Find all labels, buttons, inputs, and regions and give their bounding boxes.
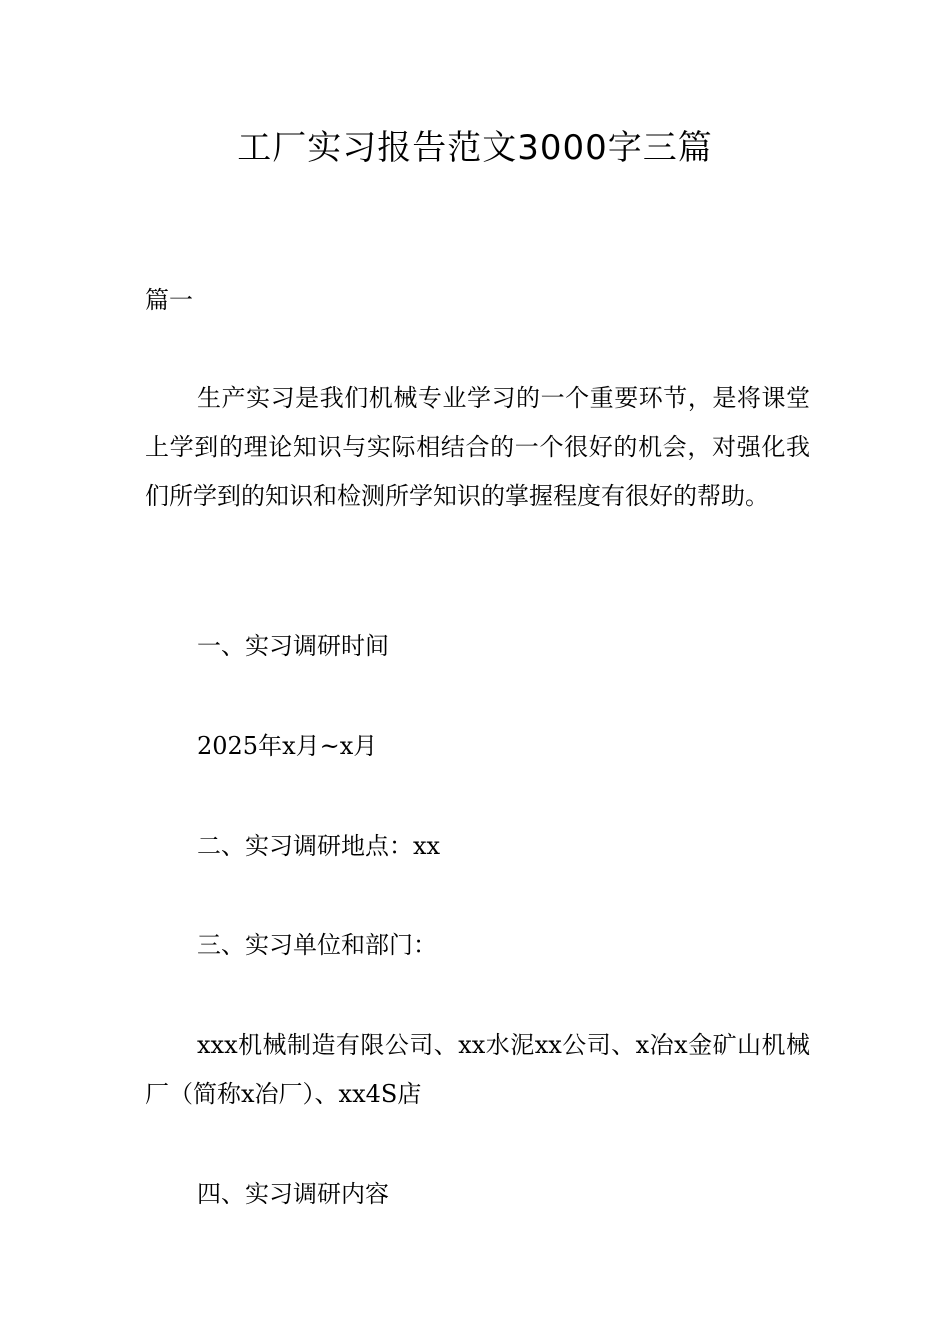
document-title: 工厂实习报告范文3000字三篇 — [237, 128, 713, 168]
units-paragraph: xxx机械制造有限公司、xx水泥xx公司、x冶x金矿山机械厂（简称x冶厂）、xx4S店 — [145, 1031, 810, 1108]
heading-internship-location: 二、实习调研地点：xx — [197, 832, 441, 860]
heading-internship-content: 四、实习调研内容 — [197, 1180, 389, 1208]
section-label: 篇一 — [145, 286, 193, 314]
internship-time-value: 2025年x月~x月 — [197, 732, 378, 760]
heading-internship-units: 三、实习单位和部门： — [197, 931, 437, 959]
intro-paragraph: 生产实习是我们机械专业学习的一个重要环节，是将课堂上学到的理论知识与实际相结合的一个很好的机会，对强化我们所学到的知识和检测所学知识的掌握程度有很好的帮助。 — [145, 384, 810, 510]
heading-internship-time: 一、实习调研时间 — [197, 632, 389, 660]
